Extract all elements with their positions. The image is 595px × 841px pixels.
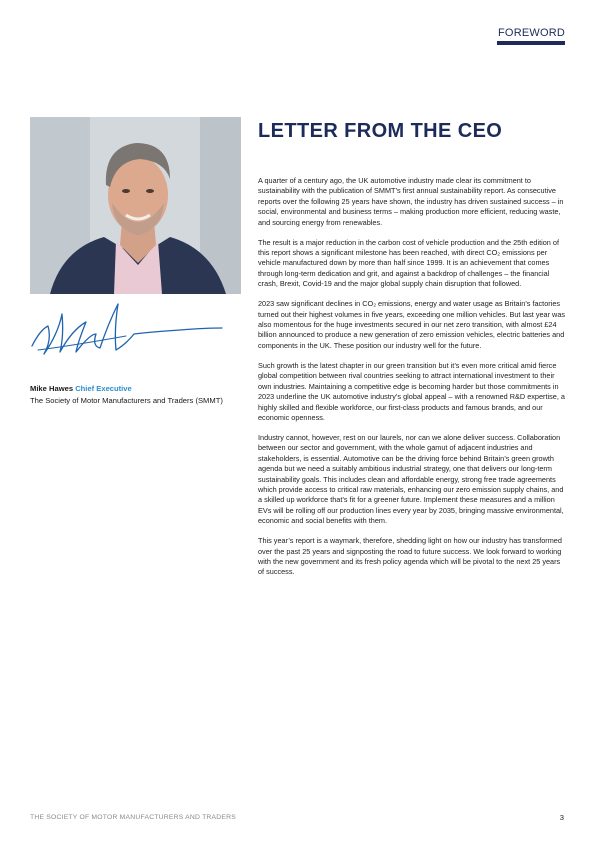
signatory-line xyxy=(30,384,132,393)
section-underline xyxy=(497,41,565,45)
paragraph: Such growth is the latest chapter in our green transition but it’s even more critical amid fierce global competition between rival countries seeking to attract international investment to their own industries. Maintaining a competitive edge is becoming harder but those commitments in 2023 underline the UK automotive industry’s global appeal – with a renowned R&D expertise, a highly skilled and flexible workforce, our first-class products and famous brands, and our economic openness. xyxy=(258,360,565,422)
footer-organisation: THE SOCIETY OF MOTOR MANUFACTURERS AND TRADERS xyxy=(30,814,236,821)
letter-body xyxy=(258,176,566,587)
paragraph: This year’s report is a waymark, therefore, shedding light on how our industry has transformed over the past 25 years and signposting the road to future success. We look forward to working with the new government and its fresh policy agenda which will be pivotal to the next 25 years of success. xyxy=(258,536,562,577)
paragraph: A quarter of a century ago, the UK automotive industry made clear its commitment to sustainability with the publication of SMMT’s first annual sustainability report. As consecutive reports over the following 25 years have shown, the industry has driven sustained success – in social, environmental and business terms – making production more efficient, reducing waste, and sourcing energy from renewables. xyxy=(258,176,564,227)
paragraph: 2023 saw significant declines in CO₂ emissions, energy and water usage as Britain’s factories turned out their highest volumes in five years, exceeding one million vehicles. But last year was also momentous for the huge investments secured in our net zero transition, with almost £24 billion announced to produce a new generation of zero emission vehicles, electric batteries and components in the UK. These position our industry well for the future. xyxy=(258,299,566,350)
signatory-role: Chief Executive xyxy=(75,384,132,393)
signatory-name: Mike Hawes xyxy=(30,384,74,393)
paragraph: Industry cannot, however, rest on our laurels, nor can we alone deliver success. Collaboration between our sector and government, with the whole gamut of adjacent industries and stakeholders, is essential. Automotive can be the driving force behind Britain’s green growth agenda but we need a suitably ambitious industrial strategy, one that delivers our long-term sustainability goals. This includes clean and affordable energy, strong free trade agreements which provide access to critical raw materials, enhancing our zero emission supply chains, and a skilled up workforce that’s fit for a greener future. Implement these measures and a million EVs will be rolling off our production lines every year by 2035, bringing massive environmental, economic and social benefits with them. xyxy=(258,432,564,526)
signature-graphic xyxy=(30,300,230,370)
page-number: 3 xyxy=(559,813,564,822)
paragraph: The result is a major reduction in the carbon cost of vehicle production and the 25th edition of this report shows a significant milestone has been reached, with direct CO₂ emissions per vehicle manufactured down by more than half since 1999. It is an achievement that comes through long-term dedication and grit, and against a backdrop of challenges – the financial crash, Brexit, Covid-19 and the major global supply chain disruption that followed. xyxy=(258,237,559,289)
signatory-organisation: The Society of Motor Manufacturers and Traders (SMMT) xyxy=(30,396,223,405)
ceo-portrait-photo xyxy=(30,117,241,294)
page-title: LETTER FROM THE CEO xyxy=(258,120,503,142)
section-label: FOREWORD xyxy=(498,27,565,39)
